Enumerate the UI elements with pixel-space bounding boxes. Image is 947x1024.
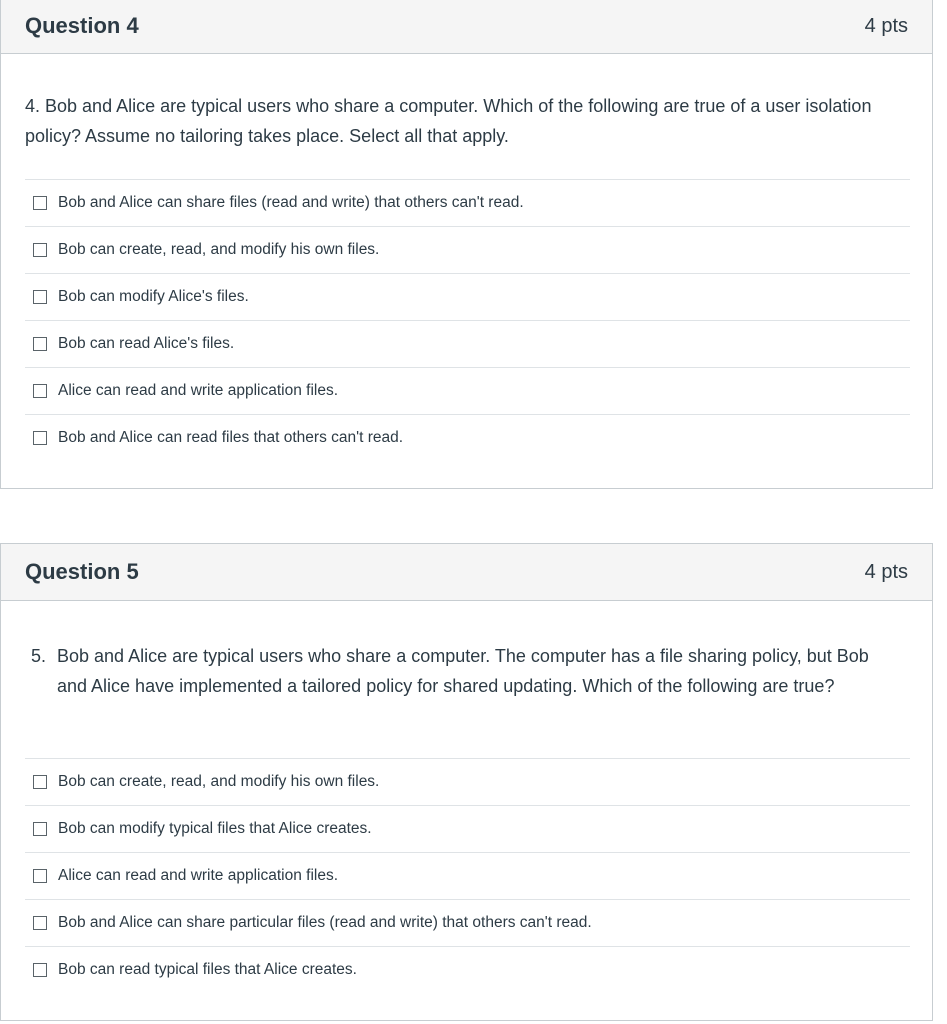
question-header xyxy=(1,544,932,601)
answer-option[interactable] xyxy=(25,179,910,226)
question-4-card xyxy=(0,0,933,489)
answer-option[interactable] xyxy=(25,367,910,414)
checkbox[interactable] xyxy=(33,384,47,398)
checkbox[interactable] xyxy=(33,869,47,883)
question-points: 4 pts xyxy=(864,561,908,583)
answer-list xyxy=(25,179,910,461)
answer-label[interactable]: Bob can modify Alice's files. xyxy=(58,288,249,305)
answer-label[interactable]: Bob can create, read, and modify his own files. xyxy=(58,773,380,790)
answer-label[interactable]: Bob can modify typical files that Alice creates. xyxy=(58,820,372,837)
question-5-card xyxy=(0,543,933,1021)
question-header xyxy=(1,0,932,54)
answer-option[interactable] xyxy=(25,320,910,367)
answer-option[interactable] xyxy=(25,805,910,852)
answer-option[interactable] xyxy=(25,226,910,273)
question-points: 4 pts xyxy=(864,15,908,37)
question-number: 5. xyxy=(31,646,47,666)
checkbox[interactable] xyxy=(33,822,47,836)
answer-option[interactable] xyxy=(25,758,910,805)
answer-list xyxy=(25,758,910,993)
answer-label[interactable]: Bob and Alice can share files (read and write) that others can't read. xyxy=(58,194,524,211)
answer-option[interactable] xyxy=(25,273,910,320)
question-text: 4. Bob and Alice are typical users who share a computer. Which of the following are true of a user isolation policy? Assume no tailoring takes place. Select all that apply. xyxy=(25,96,872,146)
question-text-block xyxy=(31,641,892,701)
answer-option[interactable] xyxy=(25,414,910,461)
checkbox[interactable] xyxy=(33,775,47,789)
checkbox[interactable] xyxy=(33,916,47,930)
answer-label[interactable]: Alice can read and write application files. xyxy=(58,382,339,399)
answer-option[interactable] xyxy=(25,852,910,899)
checkbox[interactable] xyxy=(33,431,47,445)
checkbox[interactable] xyxy=(33,196,47,210)
checkbox[interactable] xyxy=(33,243,47,257)
answer-label[interactable]: Bob can read typical files that Alice creates. xyxy=(58,961,357,978)
answer-option[interactable] xyxy=(25,899,910,946)
checkbox[interactable] xyxy=(33,290,47,304)
answer-label[interactable]: Bob and Alice can share particular files (read and write) that others can't read. xyxy=(58,914,592,931)
question-text: Bob and Alice are typical users who share a computer. The computer has a file sharing policy, but Bob and Alice have implemented a tailored policy for shared updating. Which of the following are true? xyxy=(57,646,869,696)
checkbox[interactable] xyxy=(33,963,47,977)
answer-label[interactable]: Bob can read Alice's files. xyxy=(58,335,235,352)
answer-label[interactable]: Bob can create, read, and modify his own files. xyxy=(58,241,380,258)
answer-label[interactable]: Bob and Alice can read files that others can't read. xyxy=(58,429,404,446)
question-title: Question 5 xyxy=(25,559,139,584)
checkbox[interactable] xyxy=(33,337,47,351)
answer-label[interactable]: Alice can read and write application files. xyxy=(58,867,339,884)
question-title: Question 4 xyxy=(25,13,139,38)
answer-option[interactable] xyxy=(25,946,910,993)
